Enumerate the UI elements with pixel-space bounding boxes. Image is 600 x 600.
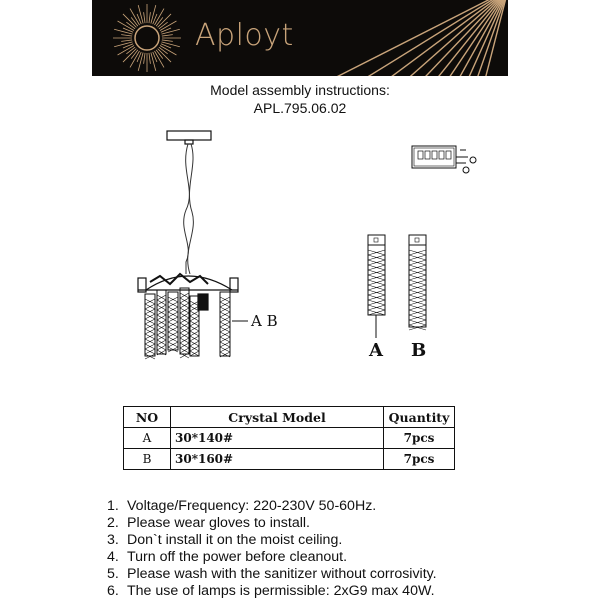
list-item: 3. Don`t install it on the moist ceiling. [107,532,343,548]
corner-rays [276,0,508,76]
list-item: 4. Turn off the power before cleanout. [107,549,348,565]
crystal-table [123,406,455,470]
table-row [124,449,455,470]
list-item: 1. Voltage/Frequency: 220-230V 50-60Hz. [107,498,377,514]
crystal-types-label: A B [251,312,278,330]
row-model: 30*140# [171,428,384,449]
table-row [124,428,455,449]
brand-name: Aployt [195,18,294,53]
row-no: A [124,428,171,449]
brand-banner [92,0,508,76]
row-no: B [124,449,171,470]
row-model: 30*160# [171,449,384,470]
page-title: Model assembly instructions: [210,82,390,98]
model-number: APL.795.06.02 [253,100,347,116]
crystal-a-label: A [369,340,383,361]
crystal-b-detail [409,235,426,330]
list-item: 6. The use of lamps is permissible: 2xG9 max 40W. [107,583,435,599]
column-header: Quantity [384,407,455,428]
crystal-a-detail [368,235,385,338]
crystal-b-label: B [411,340,427,361]
row-quantity: 7pcs [384,428,455,449]
crystal-pendants [145,288,230,359]
assembly-drawing [0,120,600,370]
list-item: 5. Please wash with the sanitizer without corrosivity. [107,566,437,582]
column-header: NO [124,407,171,428]
wiring-schematic [412,146,476,173]
suspension-cable [184,144,194,274]
sun-rays-graphic [92,0,508,76]
row-quantity: 7pcs [384,449,455,470]
sun-logo-icon [113,4,181,72]
instructions-list [107,498,437,600]
table-header-row [124,407,455,428]
column-header: Crystal Model [171,407,384,428]
ceiling-canopy [167,131,211,144]
list-item: 2. Please wear gloves to install. [107,515,310,531]
